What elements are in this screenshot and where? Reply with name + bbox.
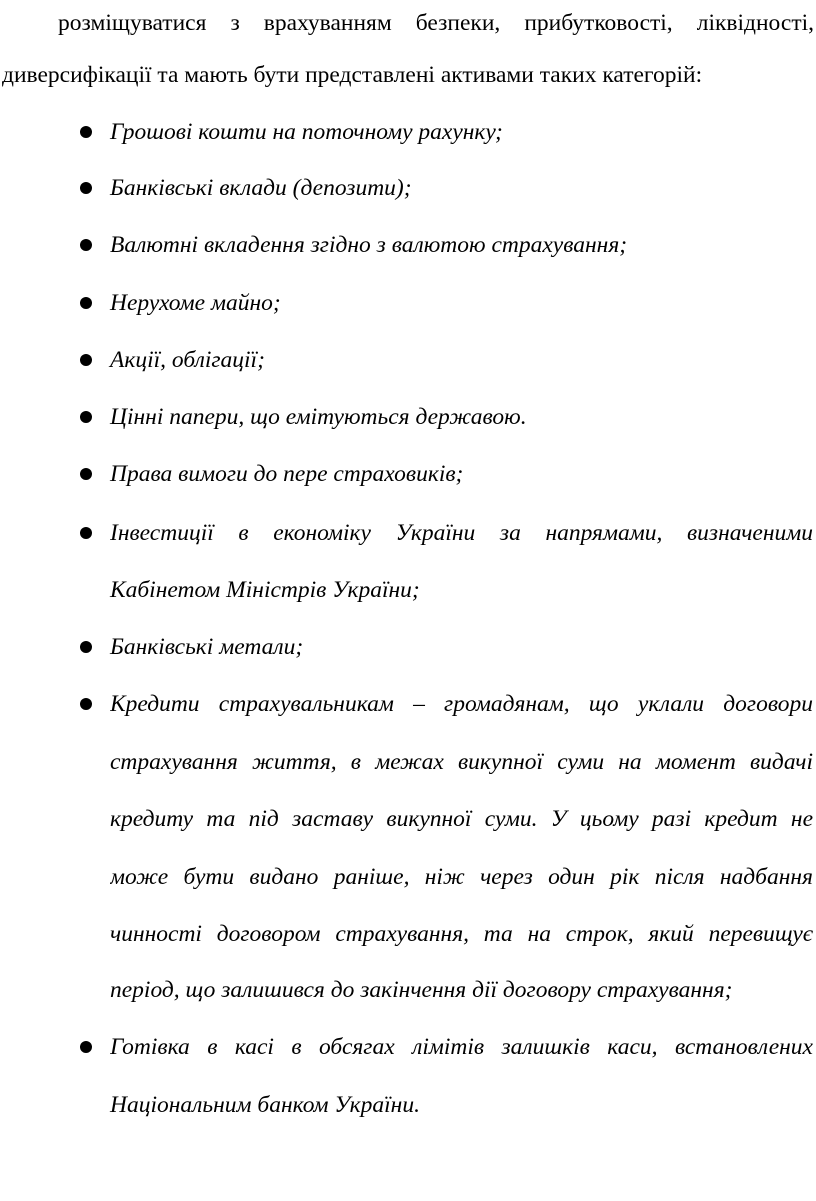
bullet-icon xyxy=(80,1041,92,1053)
bullet-icon xyxy=(80,239,92,251)
list-item-line: Акції, облігації; xyxy=(110,347,265,373)
list-item-line: Національним банком України. xyxy=(110,1092,420,1118)
list-item-line: Банківські вклади (депозити); xyxy=(110,175,412,201)
bullet-icon xyxy=(80,641,92,653)
bullet-icon xyxy=(80,182,92,194)
list-item-line: Цінні папери, що емітуються державою. xyxy=(110,404,527,430)
bullet-icon xyxy=(80,468,92,480)
bullet-icon xyxy=(80,411,92,423)
list-item-line: Інвестиції в економіку України за напрямами, визначеними xyxy=(110,520,813,546)
list-item-line: Банківські метали; xyxy=(110,634,304,660)
list-item-line: Права вимоги до пере страховиків; xyxy=(110,461,464,487)
list-item-line: Валютні вкладення згідно з валютою страхування; xyxy=(110,232,628,258)
list-item-line: страхування життя, в межах викупної суми на момент видачі xyxy=(110,749,813,775)
bullet-icon xyxy=(80,297,92,309)
list-item-line: Кабінетом Міністрів України; xyxy=(110,577,420,603)
bullet-icon xyxy=(80,126,92,138)
list-item-line: може бути видано раніше, ніж через один рік після надбання xyxy=(110,864,813,890)
list-item-line: Готівка в касі в обсягах лімітів залишків каси, встановлених xyxy=(110,1034,813,1060)
list-item-line: Нерухоме майно; xyxy=(110,290,281,316)
bullet-icon xyxy=(80,527,92,539)
bullet-icon xyxy=(80,354,92,366)
intro-line-1: розміщуватися з врахуванням безпеки, прибутковості, ліквідності, xyxy=(58,10,814,36)
list-item-line: період, що залишився до закінчення дії договору страхування; xyxy=(110,977,733,1003)
list-item-line: Грошові кошти на поточному рахунку; xyxy=(110,119,503,145)
list-item-line: чинності договором страхування, та на строк, який перевищує xyxy=(110,921,813,947)
list-item-line: кредиту та під заставу викупної суми. У цьому разі кредит не xyxy=(110,806,813,832)
intro-line-2: диверсифікації та мають бути представлені активами таких категорій: xyxy=(2,62,703,88)
bullet-icon xyxy=(80,698,92,710)
list-item-line: Кредити страхувальникам – громадянам, що уклали договори xyxy=(110,691,813,717)
